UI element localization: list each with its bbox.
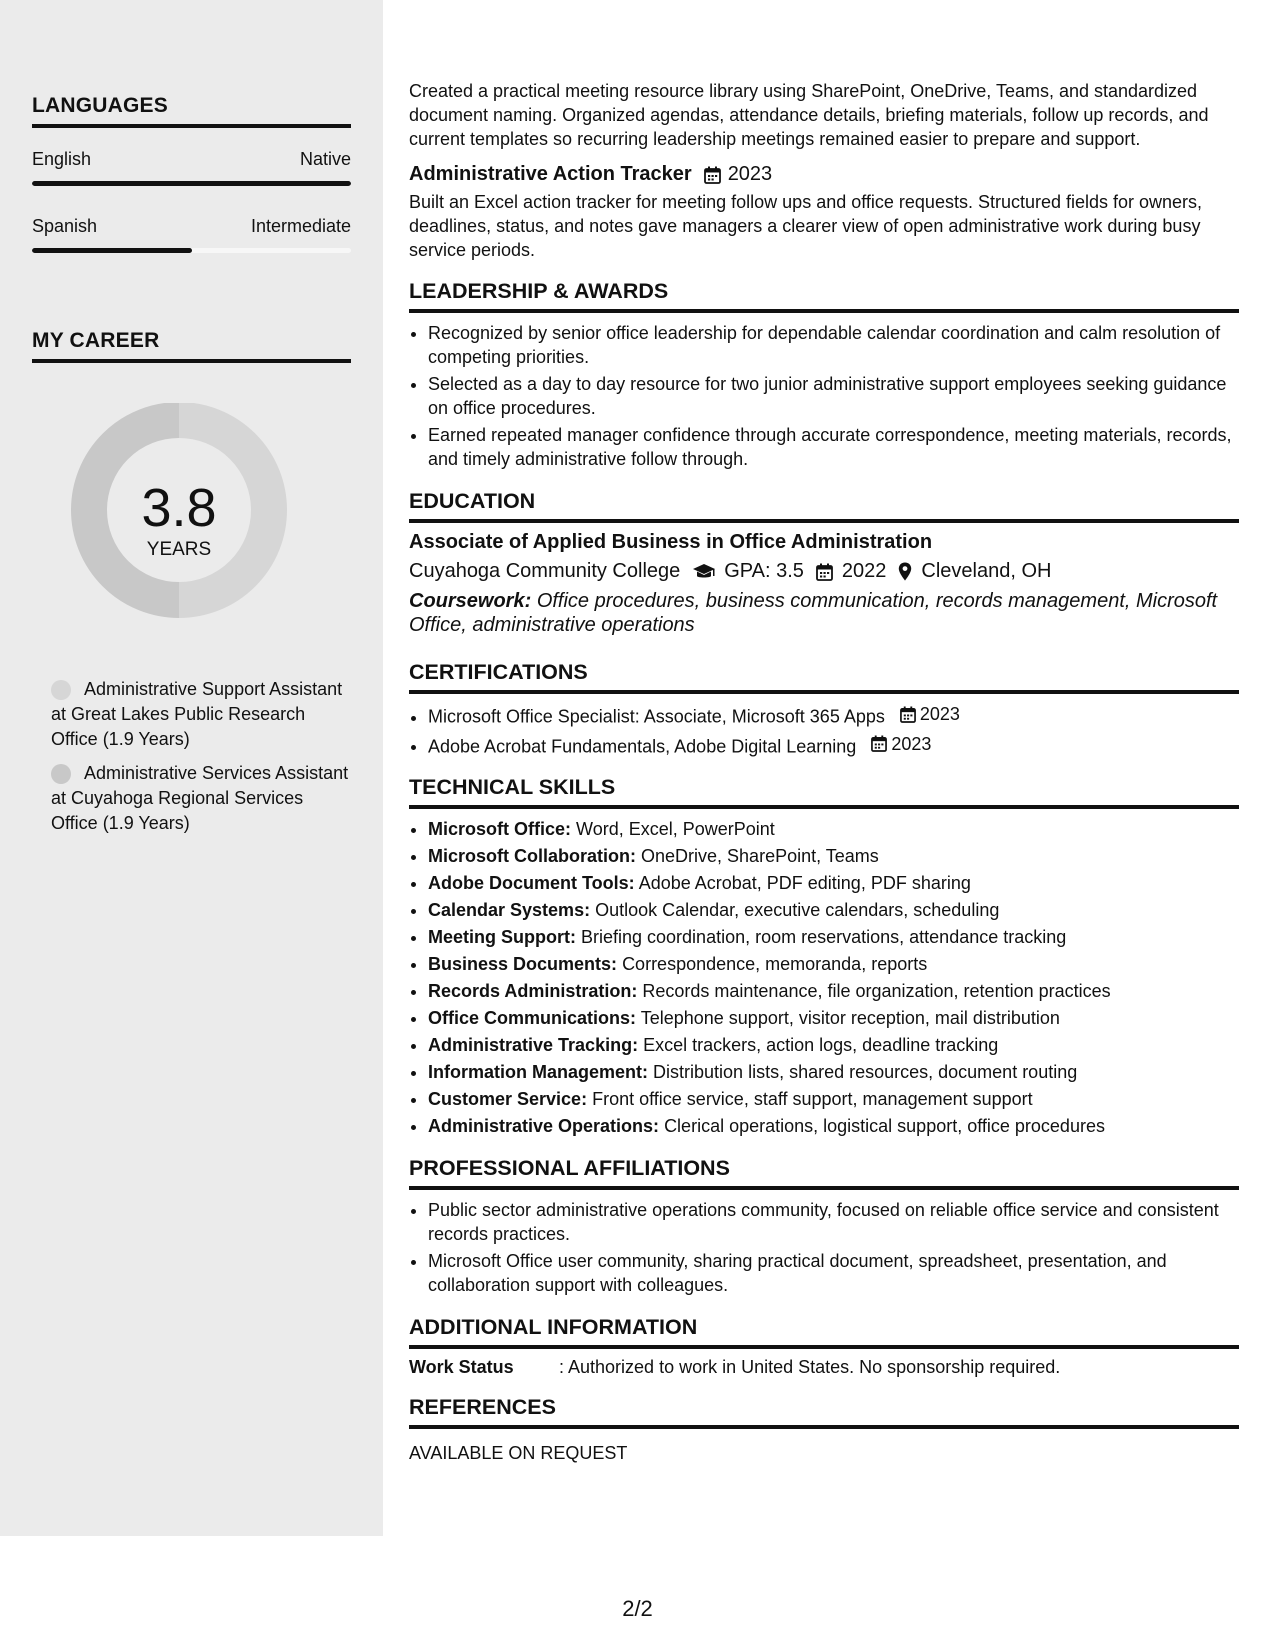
education-location-text: Cleveland, OH [921, 560, 1052, 582]
leadership-list [409, 321, 1239, 471]
list-item: • Microsoft Office user community, sharing practical document, spreadsheet, presentation, and collaboration support with colleagues. [428, 1249, 1239, 1297]
skill-label: Office Communications: [428, 1008, 637, 1028]
skill-value: Word, Excel, PowerPoint [576, 819, 775, 839]
career-item-text: Administrative Services Assistant at Cuyahoga Regional Services Office (1.9 Years) [51, 763, 349, 833]
certification-date [871, 732, 931, 756]
language-item-spanish [32, 216, 351, 253]
education-gpa-text: GPA: 3.5 [724, 560, 804, 582]
skill-value: Briefing coordination, room reservations, attendance tracking [581, 927, 1067, 947]
list-item: • Earned repeated manager confidence through accurate correspondence, meeting materials, records, and timely administrative follow through. [428, 423, 1239, 471]
skill-item [428, 817, 1239, 841]
skill-value: Telephone support, visitor reception, mail distribution [640, 1008, 1060, 1028]
sidebar-content [32, 0, 351, 845]
language-proficiency-fill [32, 248, 192, 253]
skill-item [428, 979, 1239, 1003]
skill-value: Clerical operations, logistical support, office procedures [664, 1116, 1105, 1136]
skill-value: OneDrive, SharePoint, Teams [641, 846, 879, 866]
work-status-row [409, 1357, 1239, 1378]
education-year-text: 2022 [841, 560, 887, 582]
career-item-text: Administrative Support Assistant at Great Lakes Public Research Office (1.9 Years) [51, 679, 343, 749]
location-pin-icon [898, 562, 912, 581]
work-status-label: Work Status [409, 1357, 514, 1377]
career-total-unit: YEARS [146, 539, 212, 560]
main-content [409, 0, 1239, 1465]
graduation-cap-icon [692, 563, 716, 581]
skill-label: Calendar Systems: [428, 900, 591, 920]
additional-info-heading: ADDITIONAL INFORMATION [409, 1315, 1239, 1349]
education-year [816, 560, 887, 583]
language-proficiency-fill [32, 181, 351, 186]
skill-item [428, 952, 1239, 976]
skill-item [428, 844, 1239, 868]
education-gpa [692, 560, 804, 583]
skill-value: Adobe Acrobat, PDF editing, PDF sharing [638, 873, 971, 893]
skill-value: Correspondence, memoranda, reports [622, 954, 928, 974]
education-details [409, 560, 1239, 583]
skill-label: Administrative Operations: [428, 1116, 660, 1136]
skill-item [428, 1114, 1239, 1138]
list-item: • Public sector administrative operations community, focused on reliable office service and consistent records practices. [428, 1198, 1239, 1246]
coursework-text: Office procedures, business communication, records management, Microsoft Office, administrative operations [409, 590, 1218, 636]
skill-label: Microsoft Office: [428, 819, 572, 839]
career-list [32, 677, 351, 836]
certification-name: Adobe Acrobat Fundamentals, Adobe Digital Learning [428, 736, 857, 756]
language-name: English [32, 149, 92, 169]
languages-heading: LANGUAGES [32, 94, 351, 128]
education-location [898, 560, 1051, 583]
list-item [428, 732, 1239, 759]
career-donut-chart [32, 403, 351, 643]
career-item-bullet [51, 680, 71, 700]
skill-item [428, 1006, 1239, 1030]
skill-value: Excel trackers, action logs, deadline tracking [643, 1035, 999, 1055]
technical-skills-heading: TECHNICAL SKILLS [409, 775, 1239, 809]
skill-value: Front office service, staff support, management support [592, 1089, 1033, 1109]
language-name: Spanish [32, 216, 98, 236]
page-number: 2/2 [622, 1596, 653, 1621]
career-item-bullet [51, 764, 71, 784]
certifications-list [409, 702, 1239, 758]
skill-label: Adobe Document Tools: [428, 873, 635, 893]
language-row [32, 216, 351, 237]
language-proficiency-bar [32, 181, 351, 186]
skill-label: Business Documents: [428, 954, 618, 974]
coursework-label: Coursework: [409, 590, 532, 612]
skill-label: Microsoft Collaboration: [428, 846, 636, 866]
project-description: Built an Excel action tracker for meeting follow ups and office requests. Structured fields for owners, deadlines, status, and notes gave managers a clearer view of open administrative work during busy service periods. [409, 192, 1203, 260]
skill-item [428, 1033, 1239, 1057]
calendar-icon [704, 166, 721, 184]
skill-item [428, 925, 1239, 949]
technical-skills-list [409, 817, 1239, 1138]
career-total-value: 3.8 [141, 478, 217, 538]
language-level: Native [299, 149, 351, 169]
career-heading: MY CAREER [32, 329, 351, 363]
references-heading: REFERENCES [409, 1395, 1239, 1429]
certification-date [900, 702, 960, 726]
skill-label: Customer Service: [428, 1089, 588, 1109]
affiliations-list [409, 1198, 1239, 1297]
language-level: Intermediate [250, 216, 351, 236]
skill-value: Distribution lists, shared resources, document routing [653, 1062, 1078, 1082]
work-status-value: : Authorized to work in United States. No sponsorship required. [559, 1357, 1061, 1377]
education-heading: EDUCATION [409, 489, 1239, 523]
certification-date-text: 2023 [891, 733, 932, 754]
skill-item [428, 1060, 1239, 1084]
project-intro-text: Created a practical meeting resource library using SharePoint, OneDrive, Teams, and standardized document naming. Organized agendas, attendance details, briefing materials, follow up records, and current templates so recurring leadership meetings remained easier to prepare and support. [409, 81, 1209, 149]
skill-value: Records maintenance, file organization, retention practices [642, 981, 1111, 1001]
references-text: AVAILABLE ON REQUEST [409, 1443, 628, 1463]
sidebar [0, 0, 383, 1536]
list-item [428, 702, 1239, 729]
calendar-icon [816, 563, 833, 581]
project-date [704, 163, 773, 186]
skill-item [428, 898, 1239, 922]
skill-label: Records Administration: [428, 981, 638, 1001]
calendar-icon [900, 706, 916, 723]
career-item [32, 761, 351, 836]
language-proficiency-bar [32, 248, 351, 253]
skill-value: Outlook Calendar, executive calendars, scheduling [595, 900, 1000, 920]
skill-item [428, 871, 1239, 895]
leadership-heading: LEADERSHIP & AWARDS [409, 279, 1239, 313]
skill-label: Information Management: [428, 1062, 649, 1082]
language-row [32, 149, 351, 170]
calendar-icon [871, 735, 887, 752]
skill-label: Meeting Support: [428, 927, 576, 947]
certification-name: Microsoft Office Specialist: Associate, Microsoft 365 Apps [428, 706, 885, 727]
project-name: Administrative Action Tracker [409, 163, 692, 185]
skill-item [428, 1087, 1239, 1111]
education-degree: Associate of Applied Business in Office Administration [409, 531, 933, 553]
project-date-text: 2023 [727, 163, 773, 185]
language-item-english [32, 149, 351, 186]
list-item: • Recognized by senior office leadership for dependable calendar coordination and calm resolution of competing priorities. [428, 321, 1239, 369]
list-item: • Selected as a day to day resource for two junior administrative support employees seeking guidance on office procedures. [428, 372, 1239, 420]
career-item [32, 677, 351, 752]
education-coursework [409, 589, 1239, 637]
skill-label: Administrative Tracking: [428, 1035, 639, 1055]
affiliations-heading: PROFESSIONAL AFFILIATIONS [409, 1156, 1239, 1190]
certification-date-text: 2023 [919, 704, 960, 724]
education-school: Cuyahoga Community College [409, 560, 681, 582]
certifications-heading: CERTIFICATIONS [409, 660, 1239, 694]
project-title [409, 163, 1239, 186]
